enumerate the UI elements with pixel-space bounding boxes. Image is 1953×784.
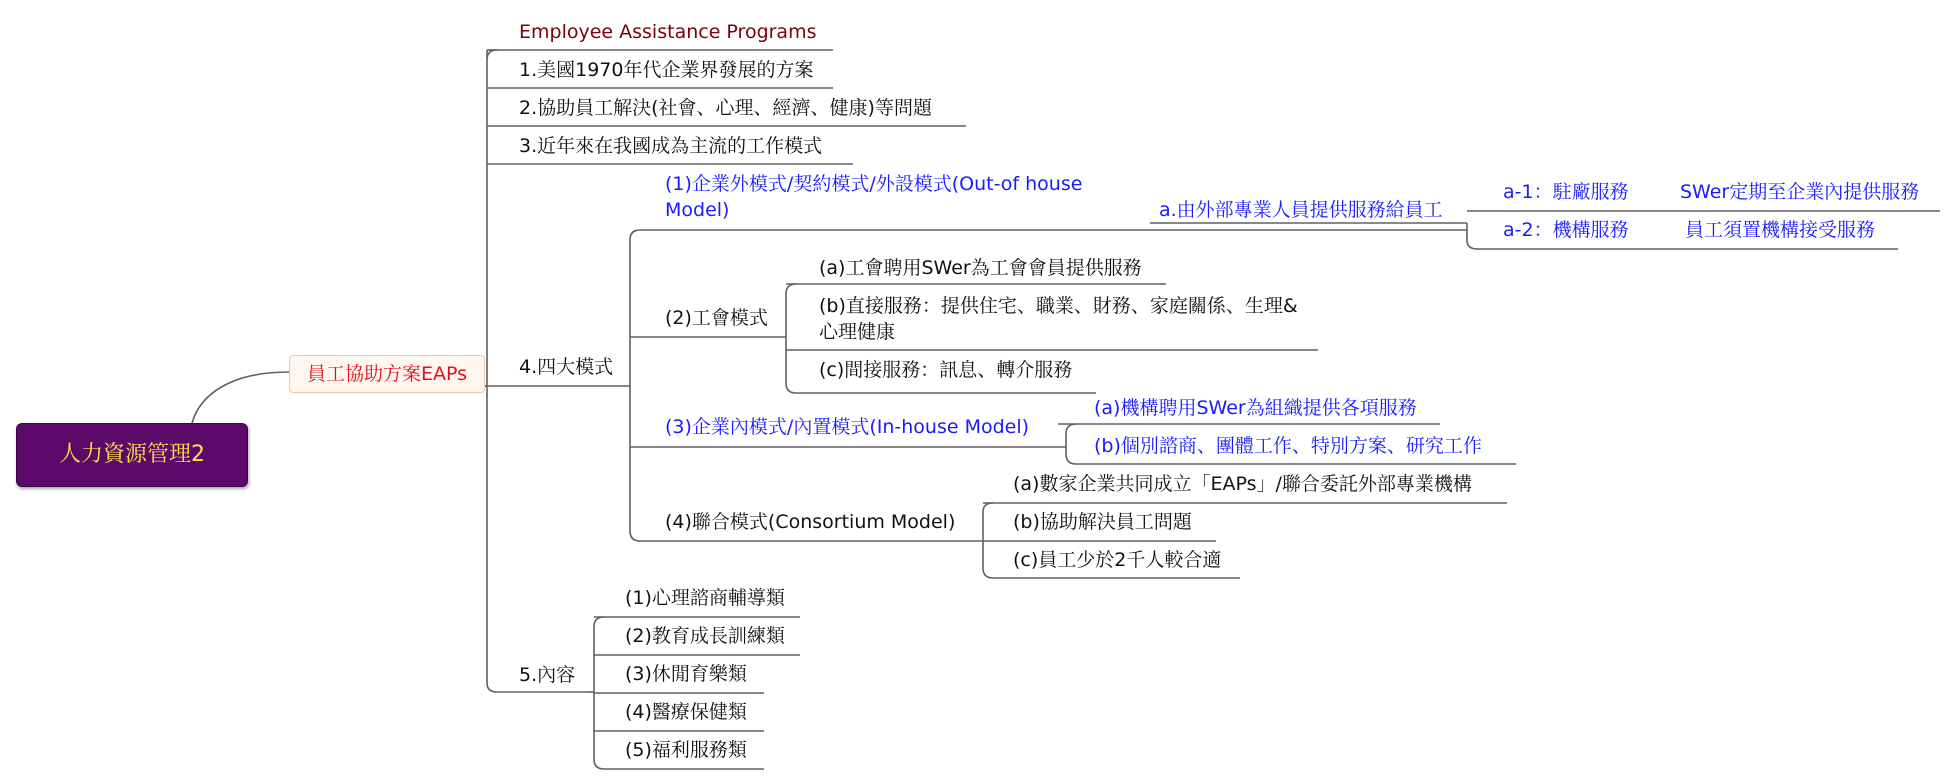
root-topic[interactable]: 人力資源管理2	[16, 423, 248, 487]
topic-model-2-c[interactable]: (c)間接服務：訊息、轉介服務	[819, 359, 1073, 381]
topic-model-4-a[interactable]: (a)數家企業共同成立「EAPs」/聯合委託外部專業機構	[1013, 473, 1472, 495]
topic-model-2-a[interactable]: (a)工會聘用SWer為工會會員提供服務	[819, 257, 1142, 279]
topic-a1-detail[interactable]: SWer定期至企業內提供服務	[1680, 181, 1920, 203]
topic-a2[interactable]: a-2：機構服務	[1503, 219, 1629, 241]
topic-content-2[interactable]: (2)教育成長訓練類	[625, 625, 785, 647]
topic-model-3[interactable]: (3)企業內模式/內置模式(In-house Model)	[665, 416, 1030, 438]
topic-branch-2[interactable]: 2.協助員工解決(社會、心理、經濟、健康)等問題	[519, 97, 932, 119]
topic-model-2[interactable]: (2)工會模式	[665, 307, 768, 329]
topic-content-3[interactable]: (3)休閒育樂類	[625, 663, 747, 685]
topic-branch-3[interactable]: 3.近年來在我國成為主流的工作模式	[519, 135, 823, 157]
topic-content-5[interactable]: (5)福利服務類	[625, 739, 747, 761]
topic-branch-1[interactable]: 1.美國1970年代企業界發展的方案	[519, 59, 814, 81]
connector-root-main	[192, 372, 289, 423]
topic-model-2-b[interactable]: (b)直接服務：提供住宅、職業、財務、家庭關係、生理&心理健康	[819, 295, 1298, 343]
topic-model-3-a[interactable]: (a)機構聘用SWer為組織提供各項服務	[1094, 397, 1417, 419]
topic-branch-5[interactable]: 5.內容	[519, 664, 576, 686]
topic-a2-detail[interactable]: 員工須置機構接受服務	[1685, 219, 1876, 241]
topic-model-3-b[interactable]: (b)個別諮商、團體工作、特別方案、研究工作	[1094, 435, 1482, 457]
topic-eap-title[interactable]: Employee Assistance Programs	[519, 21, 817, 43]
topic-model-1[interactable]: (1)企業外模式/契約模式/外設模式(Out-of house Model)	[665, 173, 1083, 221]
topic-model-4[interactable]: (4)聯合模式(Consortium Model)	[665, 511, 956, 533]
topic-branch-4[interactable]: 4.四大模式	[519, 356, 614, 378]
topic-model-4-c[interactable]: (c)員工少於2千人較合適	[1013, 549, 1222, 571]
topic-model-1-a[interactable]: a.由外部專業人員提供服務給員工	[1159, 199, 1443, 221]
main-topic-eaps[interactable]: 員工協助方案EAPs	[289, 355, 485, 393]
topic-content-1[interactable]: (1)心理諮商輔導類	[625, 587, 785, 609]
topic-a1[interactable]: a-1：駐廠服務	[1503, 181, 1629, 203]
topic-content-4[interactable]: (4)醫療保健類	[625, 701, 747, 723]
topic-model-4-b[interactable]: (b)協助解決員工問題	[1013, 511, 1192, 533]
